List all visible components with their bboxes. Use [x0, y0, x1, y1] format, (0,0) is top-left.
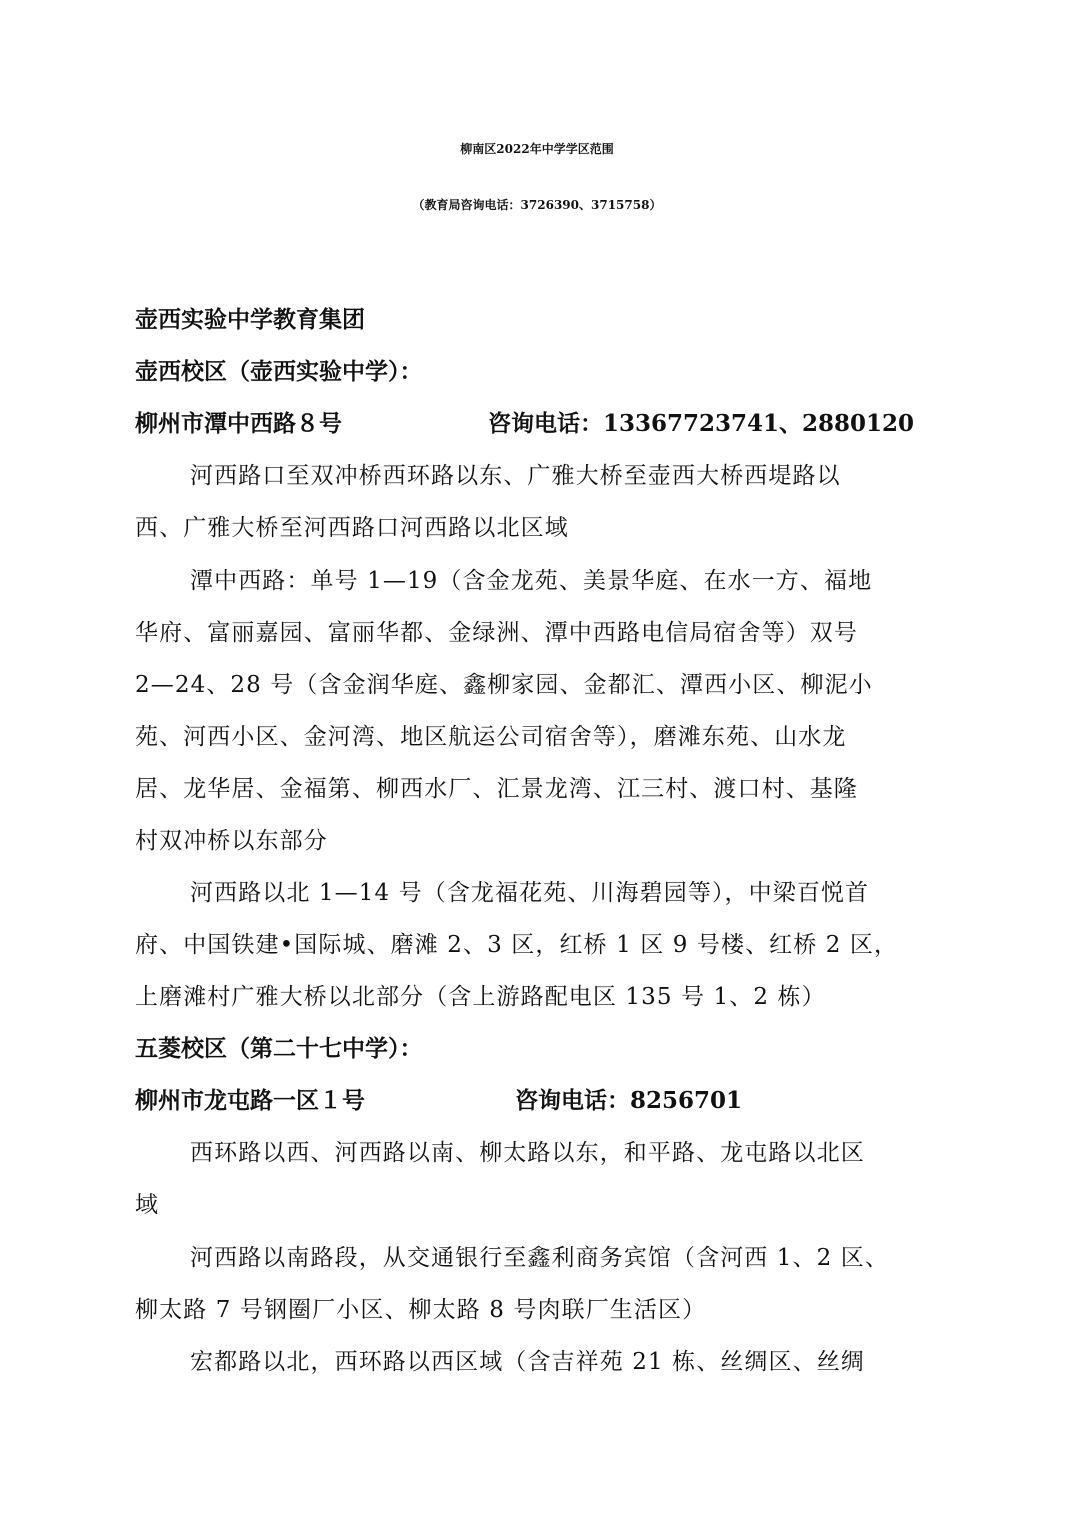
- paragraph-line: 河西路口至双冲桥西环路以东、广雅大桥至壶西大桥西堤路以: [190, 463, 841, 489]
- campus-phone: 咨询电话：13367723741、2880120: [488, 410, 915, 437]
- paragraph-line: 村双冲桥以东部分: [135, 828, 328, 854]
- paragraph-line: 柳太路 7 号钢圈厂小区、柳太路 8 号肉联厂生活区）: [135, 1297, 707, 1323]
- campus-address: 柳州市潭中西路８号: [135, 410, 342, 437]
- paragraph-line: 域: [135, 1192, 160, 1218]
- paragraph-line: 华府、富丽嘉园、富丽华都、金绿洲、潭中西路电信局宿舍等）双号: [135, 620, 858, 646]
- paragraph-line: 居、龙华居、金福第、柳西水厂、汇景龙湾、江三村、渡口村、基隆: [135, 776, 858, 802]
- document-subtitle-phone: （教育局咨询电话：3726390、3715758）: [412, 198, 662, 212]
- paragraph-line: 西、广雅大桥至河西路口河西路以北区域: [135, 515, 569, 541]
- paragraph-line: 府、中国铁建•国际城、磨滩 2、3 区，红桥 1 区 9 号楼、红桥 2 区，: [135, 932, 899, 958]
- paragraph-line: 西环路以西、河西路以南、柳太路以东，和平路、龙屯路以北区: [190, 1140, 865, 1166]
- campus-heading: 五菱校区（第二十七中学）：: [135, 1035, 423, 1062]
- paragraph-line: 河西路以北 1—14 号（含龙福花苑、川海碧园等），中梁百悦首: [190, 880, 870, 906]
- paragraph-line: 潭中西路：单号 1—19（含金龙苑、美景华庭、在水一方、福地: [190, 568, 873, 594]
- paragraph-line: 上磨滩村广雅大桥以北部分（含上游路配电区 135 号 1、2 栋）: [135, 984, 826, 1010]
- paragraph-line: 宏都路以北，西环路以西区域（含吉祥苑 21 栋、丝绸区、丝绸: [190, 1349, 865, 1375]
- campus-heading: 壶西校区（壶西实验中学）：: [135, 358, 423, 385]
- paragraph-line: 苑、河西小区、金河湾、地区航运公司宿舍等），磨滩东苑、山水龙: [135, 724, 847, 750]
- group-name: 壶西实验中学教育集团: [135, 306, 365, 333]
- campus-phone: 咨询电话：8256701: [515, 1087, 743, 1114]
- paragraph-line: 河西路以南路段，从交通银行至鑫利商务宾馆（含河西 1、2 区、: [190, 1245, 889, 1271]
- paragraph-line: 2—24、28 号（含金润华庭、鑫柳家园、金都汇、潭西小区、柳泥小: [135, 672, 873, 698]
- campus-address: 柳州市龙屯路一区１号: [135, 1087, 365, 1114]
- document-title: 柳南区2022年中学学区范围: [460, 142, 614, 156]
